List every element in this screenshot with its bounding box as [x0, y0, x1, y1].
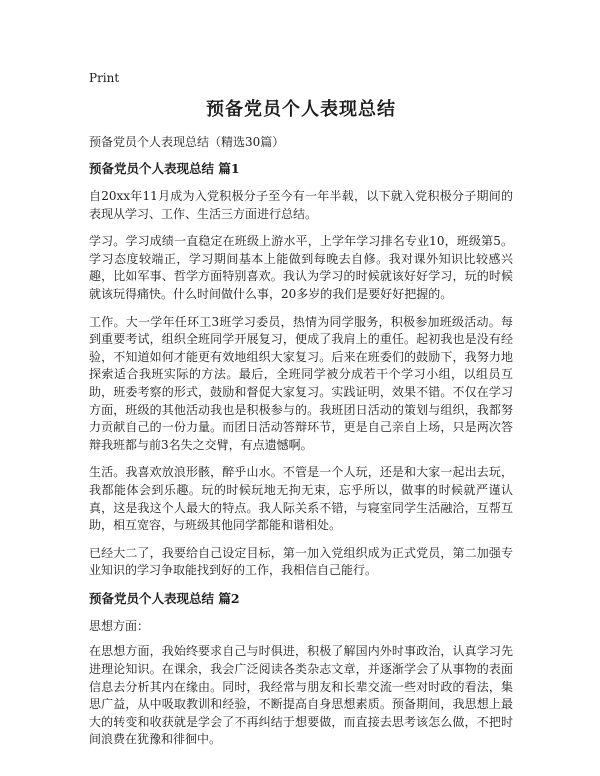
section-1 [89, 160, 513, 580]
document-body [89, 160, 513, 759]
paragraph: 自20xx年11月成为入党积极分子至今有一年半载，以下就入党积极分子期间的表现从学习、工作、生活三方面进行总结。 [89, 189, 513, 221]
paragraph: 思想方面： [89, 618, 150, 633]
paragraph: 在思想方面，我始终要求自己与时俱进，积极了解国内外时事政治，认真学习先进理论知识。在课余，我会广泛阅读各类杂志文章，并逐渐学会了从事物的表面信息去分析其内在缘由。同时，我经常与朋友和长辈交流一些对时政的看法，集思广益，从中吸取教训和经验，不断提高自身思想素质。预备期间，我思想上最大的转变和收获就是学会了不再纠结于想要做，而直接去思考该怎么做，不把时间浪费在犹豫和徘徊中。 [89, 644, 513, 747]
paragraph: 已经大二了，我要给自己设定目标，第一加入党组织成为正式党员，第二加强专业知识的学习争取能找到好的工作，我相信自己能行。 [89, 545, 513, 578]
paragraph: 生活。我喜欢放浪形骸，醉乎山水。不管是一个人玩，还是和大家一起出去玩，我都能体会到乐趣。玩的时候玩地无拘无束，忘乎所以，做事的时候就严谨认真，这是我这个人最大的特点。我人际关系不错，与寝室同学生活融洽，互帮互助，相互宽容，与班级其他同学都能和谐相处。 [89, 465, 513, 533]
section-2 [89, 590, 513, 749]
section-heading: 预备党员个人表现总结 篇1 [89, 161, 240, 176]
paragraph: 学习。学习成绩一直稳定在班级上游水平，上学年学习排名专业10，班级第5。学习态度较端正，学习期间基本上能做到每晚去自修。我对课外知识比较感兴趣，比如军事、哲学方面特别喜欢。我认为学习的时候就该好好学习，玩的时候就该玩得痛快。什么时间做什么事，20多岁的我们是要好好把握的。 [89, 234, 513, 301]
document-subtitle: 预备党员个人表现总结（精选30篇） [89, 135, 285, 149]
document-title: 预备党员个人表现总结 [206, 99, 396, 120]
print-label: Print [89, 71, 120, 85]
paragraph: 工作。大一学年任环工3班学习委员，热情为同学服务，积极参加班级活动。每到重要考试，组织全班同学开展复习，便成了我肩上的重任。起初我也是没有经验，不知道如何才能更有效地组织大家复习。后来在班委们的鼓励下，我努力地探索适合我班实际的方法。最后，全班同学被分成若干个学习小组，以组员互助，班委考察的形式，鼓励和督促大家复习。实践证明，效果不错。不仅在学习方面，班级的其他活动我也是积极参与的。我班团日活动的策划与组织，我都努力贡献自己的一份力量。而团日活动答辩环节，更是自己亲自上场，只是两次答辩我班都与前3名失之交臂，有点遗憾啊。 [89, 314, 513, 452]
section-heading: 预备党员个人表现总结 篇2 [89, 590, 240, 606]
